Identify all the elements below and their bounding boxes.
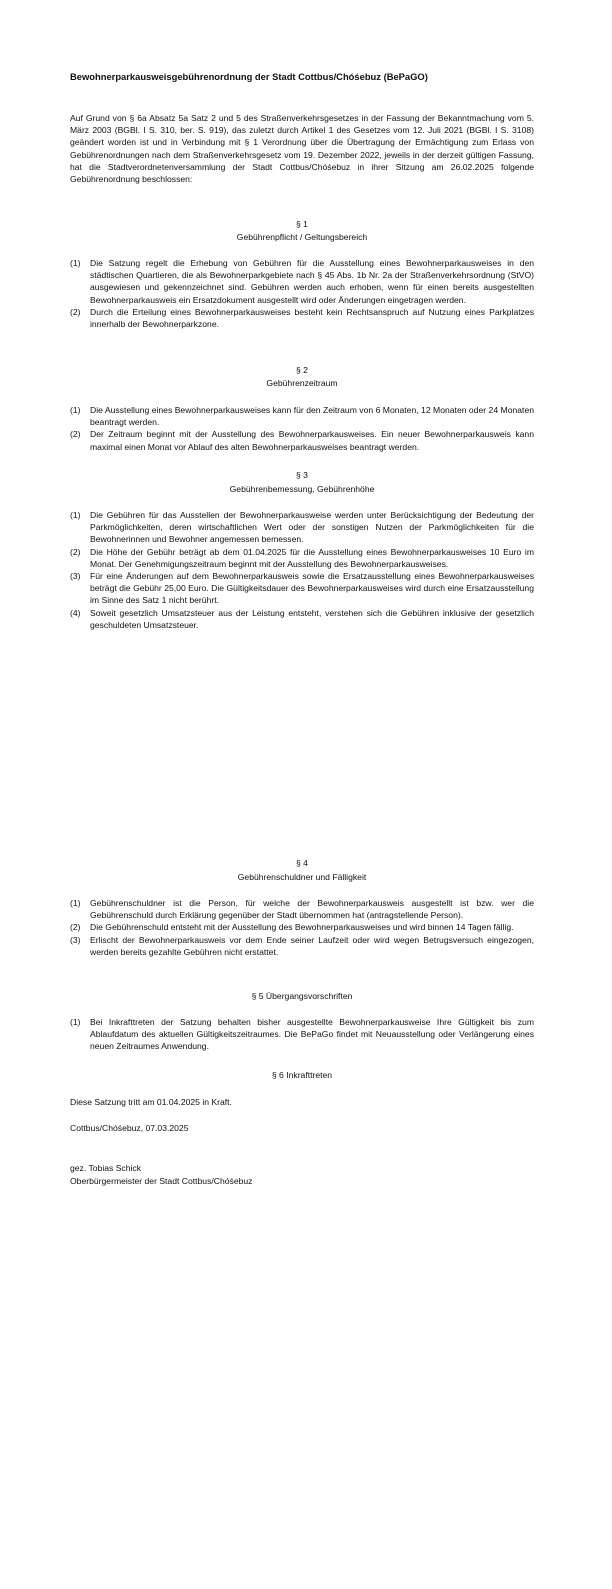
effective-date-text: Diese Satzung tritt am 01.04.2025 in Kraft. <box>70 1097 232 1107</box>
item-text: Die Höhe der Gebühr beträgt ab dem 01.04.2025 für die Ausstellung eines Bewohnerparkausweises 10 Euro im Monat. Der Genehmigungszeitraum beginnt mit der Ausstellung des Bewohnerparkausweises. <box>90 546 534 569</box>
list-item <box>70 509 534 546</box>
section-1-heading: Gebührenpflicht / Geltungsbereich <box>236 232 368 242</box>
section-4-heading: Gebührenschuldner und Fälligkeit <box>237 872 367 882</box>
section-2-list <box>70 404 534 453</box>
item-text: Die Gebühren für das Ausstellen der Bewohnerparkausweise werden unter Berücksichtigung der Bedeutung der Parkmöglichkeiten, deren wirtschaftlichen Wert oder der sonstigen Nutzen der Parkmöglichkeiten für die Bewohnerinnen und Bewohner angemessen bemessen. <box>90 510 534 545</box>
section-5-list <box>70 1016 534 1053</box>
item-text: Die Gebührenschuld entsteht mit der Ausstellung des Bewohnerparkausweises und wird binnen 14 Tagen fällig. <box>90 922 514 933</box>
section-2-heading: Gebührenzeitraum <box>266 378 338 388</box>
item-text: Soweit gesetzlich Umsatzsteuer aus der Leistung entsteht, verstehen sich die Gebühren inklusive der gesetzlich geschuldeten Umsatzsteuer. <box>90 607 534 630</box>
item-text: Die Satzung regelt die Erhebung von Gebühren für die Ausstellung eines Bewohnerparkausweises in den städtischen Quartieren, die als Bewohnerparkgebiete nach § 45 Abs. 1b Nr. 2a der Straßenverkehrsordnung (StVO) ausgewiesen und gekennzeichnet sind. Gebühren werden auch erhoben, wenn für einen bereits ausgestellten Bewohnerparkausweis ein Ersatzdokument ausgestellt wird oder Änderungen eingetragen werden. <box>90 258 534 305</box>
section-1-number: § 1 <box>296 219 308 229</box>
item-text: Die Ausstellung eines Bewohnerparkausweises kann für den Zeitraum von 6 Monaten, 12 Monaten oder 24 Monaten beantragt werden. <box>90 405 534 428</box>
section-3-heading: Gebührenbemessung, Gebührenhöhe <box>229 484 375 494</box>
item-number: (1) <box>70 510 81 520</box>
item-text: Der Zeitraum beginnt mit der Ausstellung des Bewohnerparkausweises. Ein neuer Bewohnerparkausweis kann maximal einen Monat vor Ablauf des alten Bewohnerparkausweises beantragt werden. <box>90 429 534 452</box>
document-title: Bewohnerparkausweisgebührenordnung der Stadt Cottbus/Chóśebuz (BePaGO) <box>70 71 428 82</box>
item-number: (2) <box>70 429 81 440</box>
section-1-list <box>70 257 534 330</box>
item-number: (4) <box>70 607 81 618</box>
preamble: Auf Grund von § 6a Absatz 5a Satz 2 und 5 des Straßenverkehrsgesetzes in der Fassung der Bekanntmachung vom 5. März 2003 (BGBl. I S. 310, ber. S. 919), das zuletzt durch Artikel 1 des Gesetzes vom 12. Juli 2021 (BGBl. I S. 3108) geändert worden ist und in Verbindung mit § 1 Verordnung über die Übertragung der Ermächtigung zum Erlass von Gebührenordnungen nach dem Straßenverkehrsgesetz vom 19. Dezember 2022, jeweils in der derzeit gültigen Fassung, hat die Stadtverordnetenversammlung der Stadt Cottbus/Chóśebuz in ihrer Sitzung am 26.02.2025 folgende Gebührenordnung beschlossen: <box>70 113 534 185</box>
list-item <box>70 921 534 933</box>
section-4-list <box>70 897 534 958</box>
list-item <box>70 257 534 306</box>
item-text: Gebührenschuldner ist die Person, für welche der Bewohnerparkausweis ausgestellt ist bzw. wer die Gebührenschuld durch Erklärung gegenüber der Stadt übernommen hat (antragstellende Person). <box>90 898 534 921</box>
list-item <box>70 428 534 452</box>
item-text: Erlischt der Bewohnerparkausweis vor dem Ende seiner Laufzeit oder wird wegen Betrugsversuch eingezogen, werden bereits gezahlte Gebühren nicht erstattet. <box>90 934 534 957</box>
item-text: Durch die Erteilung eines Bewohnerparkausweises besteht kein Rechtsanspruch auf Nutzung eines Parkplatzes innerhalb der Bewohnerparkzone. <box>90 306 534 330</box>
section-3-number: § 3 <box>296 470 308 480</box>
item-number: (2) <box>70 546 81 557</box>
item-number: (2) <box>70 306 81 317</box>
list-item <box>70 607 534 631</box>
list-item <box>70 404 534 428</box>
section-2-number: § 2 <box>296 365 308 375</box>
item-number: (1) <box>70 258 81 268</box>
section-6-heading: § 6 Inkrafttreten <box>271 1070 333 1080</box>
signature-role: Oberbürgermeister der Stadt Cottbus/Chóśebuz <box>70 1176 253 1186</box>
signature-name: gez. Tobias Schick <box>70 1163 142 1173</box>
list-item <box>70 897 534 921</box>
item-text: Bei Inkrafttreten der Satzung behalten bisher ausgestellte Bewohnerparkausweise Ihre Gültigkeit bis zum Ablaufdatum des aktuellen Gültigkeitszeitraumes. Die BePaGo findet mit Neuausstellung oder Verlängerung eines neuen Zeitraumes Anwendung. <box>90 1017 534 1052</box>
section-3-list <box>70 509 534 631</box>
list-item <box>70 934 534 958</box>
item-text: Für eine Änderungen auf dem Bewohnerparkausweis sowie die Ersatzausstellung eines Bewohnerparkausweises beträgt die Gebühr 25,00 Euro. Die Gültigkeitsdauer des Bewohnerparkausweises wird durch eine Ersatzausstellung im Sinne des Satz 1 nicht berührt. <box>90 571 534 606</box>
item-number: (3) <box>70 934 81 945</box>
list-item <box>70 570 534 607</box>
list-item <box>70 306 534 330</box>
list-item <box>70 1016 534 1053</box>
item-number: (3) <box>70 571 81 582</box>
list-item <box>70 546 534 570</box>
section-4-number: § 4 <box>296 858 308 868</box>
place-and-date: Cottbus/Chóśebuz, 07.03.2025 <box>70 1123 189 1133</box>
section-5-heading: § 5 Übergangsvorschriften <box>251 991 353 1001</box>
item-number: (2) <box>70 922 81 933</box>
item-number: (1) <box>70 898 81 908</box>
item-number: (1) <box>70 405 81 415</box>
item-number: (1) <box>70 1017 81 1027</box>
